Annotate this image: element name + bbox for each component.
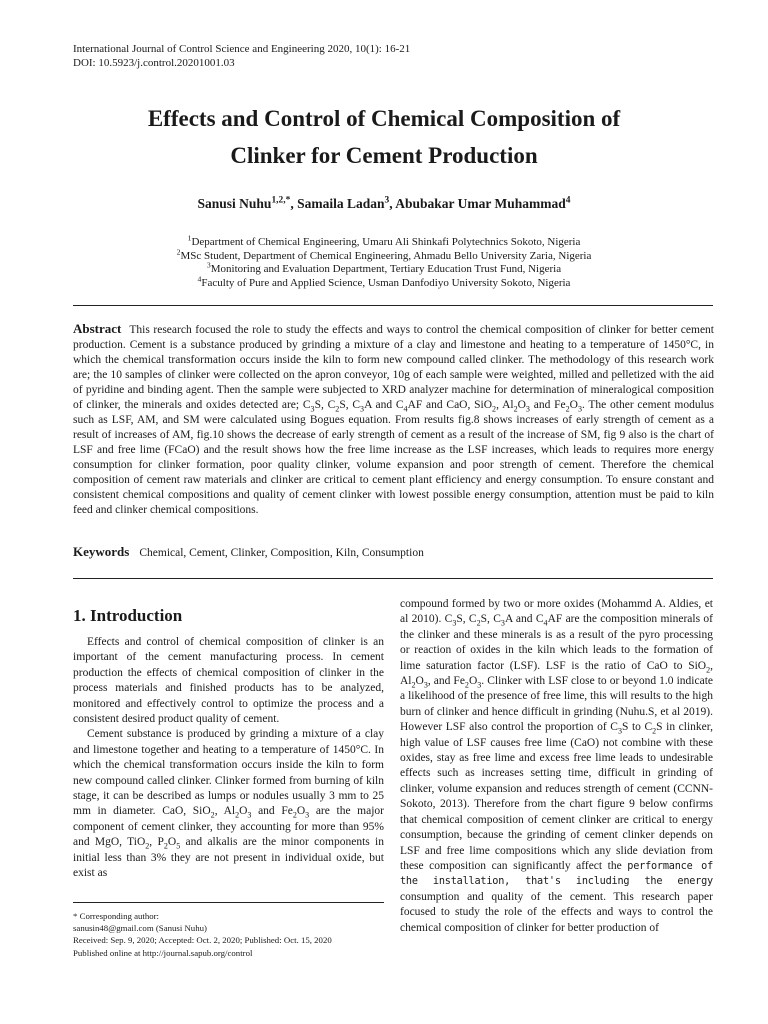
section-heading: 1. Introduction (73, 606, 183, 625)
affiliation-marker: 4 (197, 273, 202, 283)
author-name: Samaila Ladan (297, 196, 385, 211)
author-list (60, 196, 708, 212)
intro-paragraph-continued (400, 597, 713, 936)
divider-rule-bottom (73, 578, 713, 579)
subscript: 2 (476, 618, 481, 628)
subscript: 2 (163, 841, 168, 851)
subscript: 3 (477, 680, 482, 690)
keywords-label: Keywords (73, 544, 130, 559)
monospace-text-line: performance of the installation, that's including the energy (400, 860, 714, 888)
journal-citation: International Journal of Control Science and Engineering 2020, 10(1): 16-21 (73, 43, 411, 55)
affiliation-text: MSc Student, Department of Chemical Engineering, Ahmadu Bello University Zaria, Nigeria (180, 249, 592, 262)
subscript: 2 (292, 810, 297, 820)
author-name: Abubakar Umar Muhammad (395, 196, 566, 211)
abstract-label: Abstract (73, 321, 122, 336)
subscript: 3 (305, 810, 310, 820)
footnote-corresponding: * Corresponding author: (73, 911, 160, 921)
author-separator: , (389, 196, 396, 211)
subscript: 3 (617, 726, 622, 736)
author-1 (198, 196, 298, 211)
affiliation-text: Faculty of Pure and Applied Science, Usman Danfodiyo University Sokoto, Nigeria (201, 276, 571, 289)
continued-text: compound formed by two or more oxides (Mohammd A. Aldies, et al 2010). $C_3S$, $C_2S$, $C_3A$ and $C_4AF$ are the composition minerals of the clinker and these minerals is as a result of the pyro processing or reaction of oxides in the kiln which leads to the formation of lime saturation factor (LSF). LSF is the ratio of CaO to SiO$_2$, $Al_2O_3$, and $Fe_2O_3$. Clinker with LSF close to or beyond 1.0 indicate a likelihood of the presence of free lime, this will results to the high burn of clinker and hence difficult in grinding (Nuhu.S, et al 2019). However LSF also control the proportion of $C_3S$ to $C_2S$ in clinker, high value of LSF causes free lime (CaO) not combine with these oxides, stay as free lime and excess free lime leads to undesirable effects such as increases setting time, difficult in grinding of clinker, volume expansion and reduces strength of cement (CCNN-Sokoto, 2013). Therefore from the chart figure 9 below confirms that chemical composition of cement clinker are critical to energy consumption, because the grinding of cement clinker depends on LSF and free lime compositions which any slide deviation from these composition can significantly affect the (400, 598, 714, 872)
intro-paragraph-2: Cement substance is produced by grinding a mixture of a clay and limestone together and heating to a temperature of 1450°C. In which the chemical transformation occurs inside the kiln to form new compound called clinker. Clinker formed from burning of kiln stage, it can be described as lumps or nodules usually 3 mm to 25 mm in diameter. CaO, SiO$_2$, $Al_2O_3$ and $Fe_2O_3$ are the major component of cement clinker, they accounting for more than 95% and MgO, TiO$_2$, $P_2O_5$ and alkalis are the minor components in initial less than 3% they are not present in individual oxide, but exist as (73, 728, 384, 880)
subscript: 2 (411, 680, 416, 690)
abstract-block (73, 321, 714, 518)
footnote-online: Published online at http://journal.sapub.org/control (73, 947, 253, 958)
author-affiliation-marker: 1,2,* (271, 195, 291, 206)
affiliation-2 (60, 246, 708, 264)
subscript: 3 (310, 404, 315, 414)
subscript: 3 (577, 404, 582, 414)
footnote-dates: Received: Sep. 9, 2020; Accepted: Oct. 2, 2020; Published: Oct. 15, 2020 (73, 935, 332, 946)
author-separator: , (290, 196, 298, 211)
affiliation-1 (60, 233, 708, 250)
divider-rule-top (73, 305, 713, 306)
subscript: 2 (652, 726, 657, 736)
footnote-divider (73, 902, 384, 903)
affiliation-4 (60, 273, 708, 291)
abstract-text: This research focused the role to study the effects and ways to control the chemical composition of clinker for better cement production. Cement is a substance produced by grinding a mixture of a clay and limestone and heating to a temperature of 1450°C, in which the chemical transformation occurs inside the kiln to form new compound called clinker. The methodology of this research work are; the 10 samples of clinker were collected on the apron conveyor, 10g of each sample were weighted, milled and pelletized with the aid of pyridine and binding agent. Then the sample were subjected to XRD analyzer machine for determination of mineralogical composition of clinker, the minerals and oxides detected are; $C_3S$, $C_2S$, $C_3A$ and $C_4AF$ and CaO, SiO$_2$, $Al_2O_3$ and $Fe_2O_3$. The other cement modulus such as LSF, AM, and SM were calculated using Bogues equation. From results fig.8 shows increases of early strength of cement as a result of increases of AM, fig.10 shows the decrease of early strength of cement as a result of the increase of SM, fig 9 also is the chart of LSF and free lime (FCaO) and the result shows how the free lime increase as the LSF increases, which leads to requires more energy consumption for clinker formation, poor quality clinker, volume expansion and poor strength of cement. Therefore the chemical composition of cement raw materials and clinker are critical to cement plant efficiency and energy consumption. To ensure constant and consistent chemical compositions and quality of cement clinker with lowest possible energy consumption, attention must be paid to kiln feed and clinker chemical compositions. (73, 324, 715, 516)
footnote-email: sanusin48@gmail.com (Sanusi Nuhu) (73, 923, 207, 934)
subscript: 2 (145, 841, 150, 851)
affiliation-list (60, 233, 708, 290)
author-affiliation-marker: 4 (565, 195, 571, 206)
journal-doi: DOI: 10.5923/j.control.20201001.03 (73, 57, 235, 69)
subscript: 2 (210, 810, 215, 820)
affiliation-marker: 2 (176, 246, 181, 256)
subscript: 2 (235, 810, 240, 820)
subscript: 3 (452, 618, 457, 628)
continued-text-end: consumption and quality of the cement. This research paper focused to study the role of the effects and ways to control the chemical composition of clinker for better production of (400, 890, 713, 934)
author-name: Sanusi Nuhu (197, 196, 272, 211)
affiliation-text: Monitoring and Evaluation Department, Tertiary Education Trust Fund, Nigeria (210, 263, 562, 275)
author-affiliation-marker: 3 (384, 195, 390, 206)
subscript: 4 (543, 618, 548, 628)
subscript: 4 (403, 404, 408, 414)
subscript: 2 (513, 404, 518, 414)
subscript: 5 (176, 841, 181, 851)
subscript: 3 (525, 404, 530, 414)
affiliation-3 (60, 260, 708, 277)
subscript: 3 (360, 404, 365, 414)
paper-title (60, 100, 708, 174)
keywords-block (73, 544, 424, 560)
affiliation-marker: 3 (206, 260, 211, 270)
keywords-text: Chemical, Cement, Clinker, Composition, Kiln, Consumption (139, 547, 424, 559)
left-column (73, 605, 384, 882)
subscript: 2 (706, 664, 711, 674)
right-column (400, 597, 713, 936)
subscript: 3 (500, 618, 505, 628)
journal-header (73, 42, 410, 70)
subscript: 3 (247, 810, 252, 820)
affiliation-text: Department of Chemical Engineering, Umaru Ali Shinkafi Polytechnics Sokoto, Nigeria (191, 236, 581, 248)
subscript: 2 (565, 404, 570, 414)
subscript: 2 (464, 680, 469, 690)
author-3 (395, 196, 570, 211)
paper-title-line-1: Effects and Control of Chemical Composition of (147, 106, 621, 131)
intro-paragraph-1: Effects and control of chemical composition of clinker is an important of the cement manufacturing process. In cement production the effects of chemical composition of clinker in the process materials and finished products has to be analyzed, monitored and effectively control to optimize the process and a consistent desired product quality of cement. (73, 636, 384, 726)
footnotes (73, 910, 384, 959)
paper-title-line-2: Clinker for Cement Production (230, 143, 538, 168)
subscript: 2 (492, 404, 497, 414)
subscript: 2 (335, 404, 340, 414)
author-2 (297, 196, 395, 211)
affiliation-marker: 1 (187, 233, 192, 243)
subscript: 3 (423, 680, 428, 690)
